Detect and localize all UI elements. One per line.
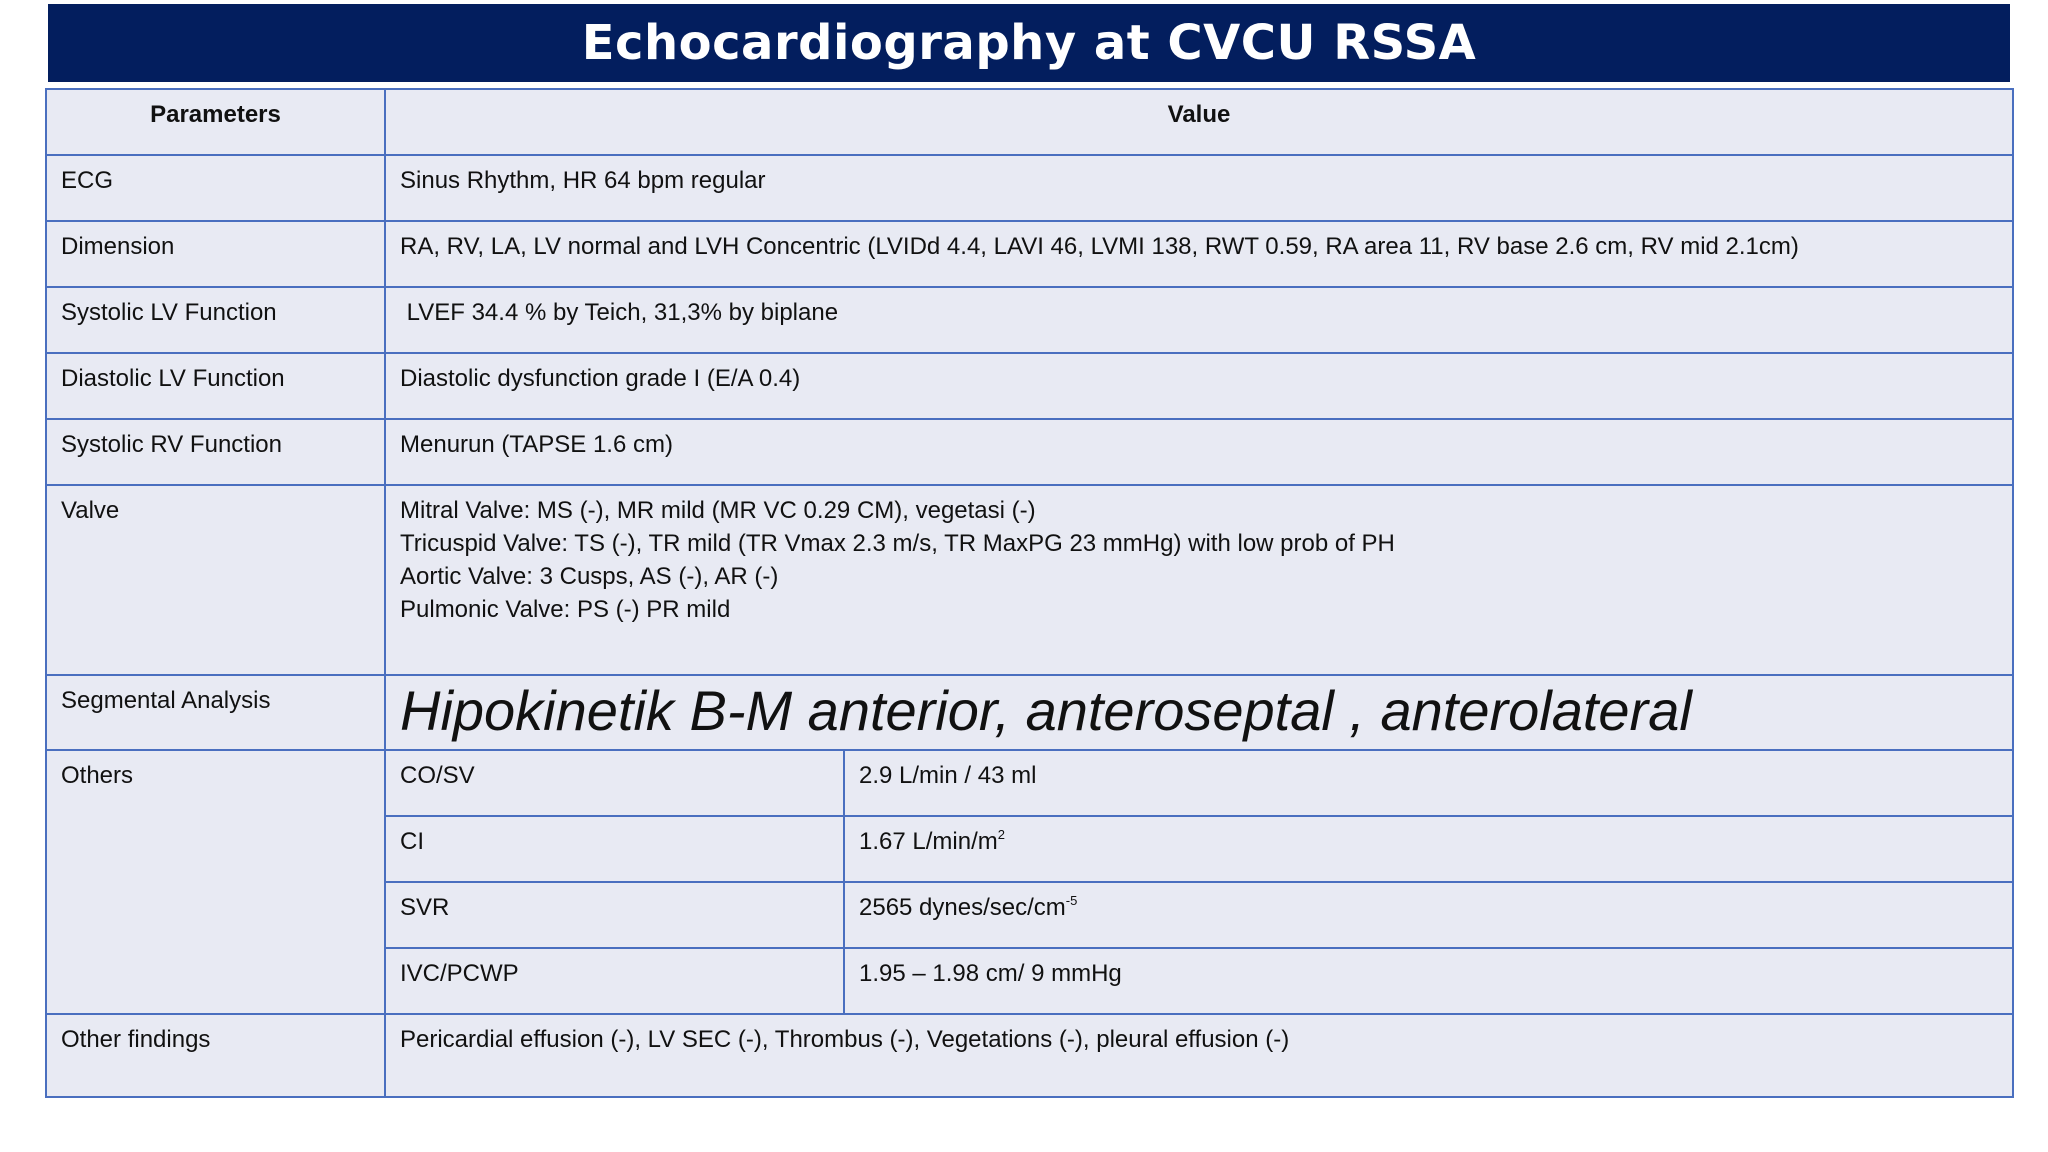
param-label: Systolic LV Function [46,287,385,353]
segmental-finding: Hipokinetik B-M anterior, anteroseptal , anterolateral [400,679,1692,742]
valve-tricuspid: Tricuspid Valve: TS (-), TR mild (TR Vmax 2.3 m/s, TR MaxPG 23 mmHg) with low prob of PH [400,530,1395,558]
table-row-others [46,750,2013,816]
param-value-text: LVEF 34.4 % by Teich, 31,3% by biplane [406,299,839,326]
sub-param-name: CI [385,816,844,882]
echo-table [45,88,2014,1098]
sub-param-value [844,882,2013,948]
table-row-diastolic-lv [46,353,2013,419]
sub-param-value-text: 1.67 L/min/m [859,828,998,855]
title-bar [48,4,2010,82]
sub-param-name: CO/SV [385,750,844,816]
param-value: Menurun (TAPSE 1.6 cm) [385,419,2013,485]
valve-pulmonic: Pulmonic Valve: PS (-) PR mild [400,596,731,624]
param-label: Others [46,750,385,1014]
param-label: Segmental Analysis [46,675,385,750]
table-row-dimension [46,221,2013,287]
param-label: Other findings [46,1014,385,1097]
sub-param-name: SVR [385,882,844,948]
table-row-valve [46,485,2013,675]
table-row-other-findings [46,1014,2013,1097]
param-label: ECG [46,155,385,221]
param-value: Diastolic dysfunction grade I (E/A 0.4) [385,353,2013,419]
param-label: Diastolic LV Function [46,353,385,419]
unit-superscript: 2 [997,827,1005,842]
table-row-segmental [46,675,2013,750]
sub-param-value: 2.9 L/min / 43 ml [844,750,2013,816]
table-row-systolic-rv [46,419,2013,485]
param-label: Dimension [46,221,385,287]
header-value: Value [385,89,2013,155]
valve-aortic: Aortic Valve: 3 Cusps, AS (-), AR (-) [400,563,779,591]
header-parameters: Parameters [46,89,385,155]
param-label: Valve [46,485,385,675]
param-value: Pericardial effusion (-), LV SEC (-), Thrombus (-), Vegetations (-), pleural effusion (-) [385,1014,2013,1097]
valve-mitral: Mitral Valve: MS (-), MR mild (MR VC 0.29 CM), vegetasi (-) [400,497,1036,524]
sub-param-name: IVC/PCWP [385,948,844,1014]
sub-param-value-text: 2565 dynes/sec/cm [859,894,1066,921]
table-row-ecg [46,155,2013,221]
param-value [385,675,2013,750]
table-header-row [46,89,2013,155]
param-value: Sinus Rhythm, HR 64 bpm regular [385,155,2013,221]
sub-param-value: 1.95 – 1.98 cm/ 9 mmHg [844,948,2013,1014]
param-value: RA, RV, LA, LV normal and LVH Concentric (LVIDd 4.4, LAVI 46, LVMI 138, RWT 0.59, RA area 11, RV base 2.6 cm, RV mid 2.1cm) [385,221,2013,287]
table-row-systolic-lv [46,287,2013,353]
param-value [385,485,2013,675]
param-value [385,287,2013,353]
page-title: Echocardiography at CVCU RSSA [581,15,1477,71]
unit-superscript: -5 [1065,893,1078,908]
sub-param-value [844,816,2013,882]
param-label: Systolic RV Function [46,419,385,485]
